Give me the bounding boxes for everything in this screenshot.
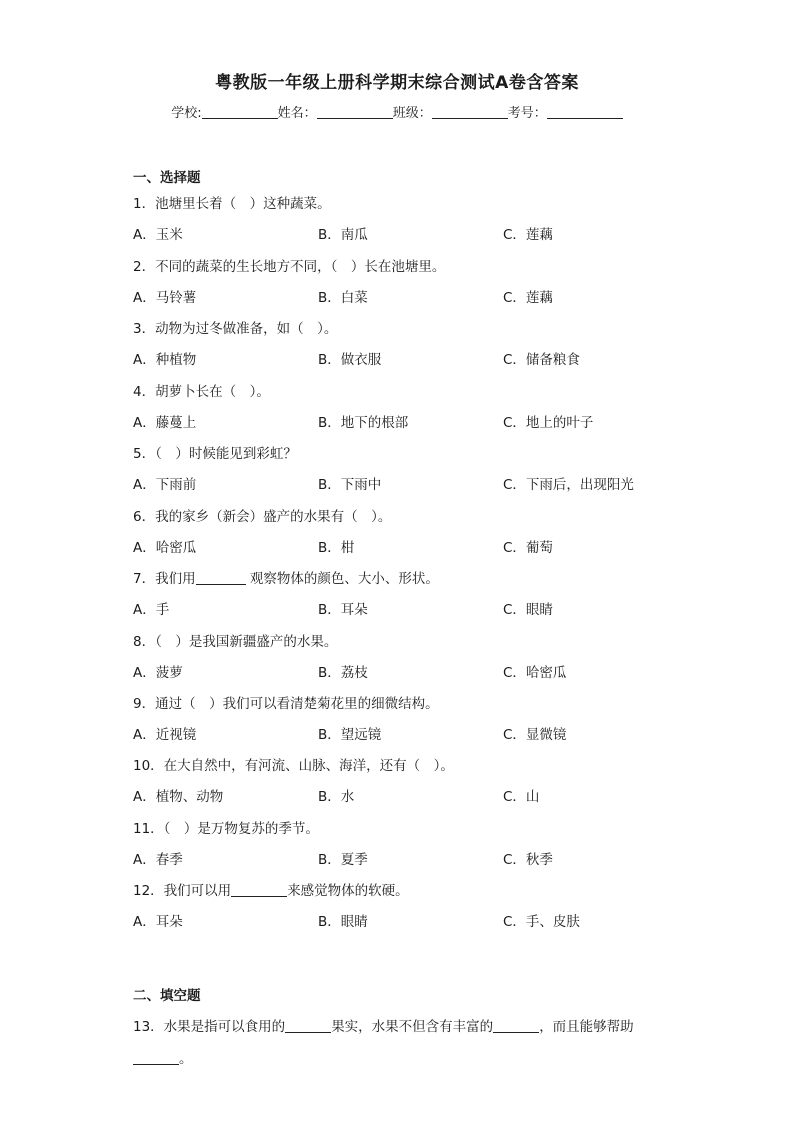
option-b[interactable]: B．白菜 [318,290,368,306]
question-9-stem: 9．通过（ ）我们可以看清楚菊花里的细微结构。 [133,696,439,712]
option-a[interactable]: A．哈密瓜 [133,540,197,556]
option-b[interactable]: B．下雨中 [318,477,382,493]
question-10-options [133,785,693,805]
option-b[interactable]: B．做衣服 [318,352,382,368]
option-b[interactable]: B．荔枝 [318,665,368,681]
option-b[interactable]: B．水 [318,789,355,805]
option-a[interactable]: A．马铃薯 [133,290,197,306]
option-b[interactable]: B．夏季 [318,852,368,868]
question-12-stem-end: 来感觉物体的软硬。 [287,883,409,899]
question-13-part-3: ，而且能够帮助 [539,1019,634,1035]
question-7-stem-end: 观察物体的颜色、大小、形状。 [245,571,439,587]
answer-blank[interactable] [196,570,246,585]
option-a[interactable]: A．手 [133,602,170,618]
option-b[interactable]: B．耳朵 [318,602,368,618]
number-label: 考号： [507,106,547,121]
question-6-options [133,536,693,556]
number-blank[interactable] [547,104,623,119]
option-a[interactable]: A．菠萝 [133,665,183,681]
answer-blank-3[interactable] [133,1050,179,1065]
option-c[interactable]: C．地上的叶子 [503,415,594,431]
question-13-part-2: 果实，水果不但含有丰富的 [331,1019,494,1035]
option-b[interactable]: B．眼睛 [318,914,368,930]
question-11-options [133,848,693,868]
question-4-stem: 4．胡萝卜长在（ ）。 [133,384,270,400]
question-8-options [133,661,693,681]
option-c[interactable]: C．显微镜 [503,727,567,743]
option-c[interactable]: C．眼睛 [503,602,553,618]
option-c[interactable]: C．储备粮食 [503,352,580,368]
option-b[interactable]: B．地下的根部 [318,415,409,431]
option-c[interactable]: C．手、皮肤 [503,914,580,930]
question-13-continuation [133,1047,193,1067]
question-7-options [133,598,693,618]
answer-blank[interactable] [231,882,287,897]
question-12-stem-start: 12．我们可以用 [133,883,232,899]
question-2-stem: 2．不同的蔬菜的生长地方不同，（ ）长在池塘里。 [133,259,446,275]
question-3-options [133,348,693,368]
question-1-options [133,223,693,243]
question-8-stem: 8．（ ）是我国新疆盛产的水果。 [133,634,338,650]
option-b[interactable]: B．南瓜 [318,227,368,243]
question-6-stem: 6．我的家乡（新会）盛产的水果有（ ）。 [133,509,392,525]
question-7-stem-start: 7．我们用 [133,571,196,587]
question-3-stem: 3．动物为过冬做准备，如（ ）。 [133,321,338,337]
option-a[interactable]: A．耳朵 [133,914,183,930]
question-13-part-1: 13．水果是指可以食用的 [133,1019,286,1035]
question-13-stem [133,1015,634,1035]
section-fill-heading: 二、填空题 [133,988,201,1004]
option-a[interactable]: A．植物、动物 [133,789,224,805]
class-blank[interactable] [432,104,508,119]
option-b[interactable]: B．望远镜 [318,727,382,743]
question-2-options [133,286,693,306]
option-c[interactable]: C．莲藕 [503,290,553,306]
question-11-stem: 11．（ ）是万物复苏的季节。 [133,821,319,837]
question-7-stem [133,567,439,587]
question-1-stem: 1．池塘里长着（ ）这种蔬菜。 [133,196,331,212]
question-4-options [133,411,693,431]
question-10-stem: 10．在大自然中，有河流、山脉、海洋，还有（ ）。 [133,758,454,774]
option-a[interactable]: A．春季 [133,852,183,868]
option-c[interactable]: C．山 [503,789,540,805]
option-a[interactable]: A．近视镜 [133,727,197,743]
school-label: 学校: [171,106,202,121]
option-a[interactable]: A．玉米 [133,227,183,243]
name-blank[interactable] [317,104,393,119]
question-12-options [133,910,693,930]
answer-blank-2[interactable] [493,1018,539,1033]
question-5-options [133,473,693,493]
section-choice-heading: 一、选择题 [133,170,201,186]
option-c[interactable]: C．哈密瓜 [503,665,567,681]
question-13-end: 。 [179,1051,193,1067]
question-12-stem [133,879,409,899]
question-5-stem: 5．（ ）时候能见到彩虹？ [133,446,297,462]
school-blank[interactable] [202,104,278,119]
option-c[interactable]: C．葡萄 [503,540,553,556]
option-c[interactable]: C．下雨后，出现阳光 [503,477,634,493]
class-label: 班级： [392,106,432,121]
name-label: 姓名： [277,106,317,121]
answer-blank-1[interactable] [285,1018,331,1033]
option-c[interactable]: C．莲藕 [503,227,553,243]
option-a[interactable]: A．藤蔓上 [133,415,197,431]
option-b[interactable]: B．柑 [318,540,355,556]
option-a[interactable]: A．种植物 [133,352,197,368]
option-a[interactable]: A．下雨前 [133,477,197,493]
page-title: 粤教版一年级上册科学期末综合测试A卷含答案 [215,73,579,93]
option-c[interactable]: C．秋季 [503,852,553,868]
student-info-line [0,102,794,121]
question-9-options [133,723,693,743]
